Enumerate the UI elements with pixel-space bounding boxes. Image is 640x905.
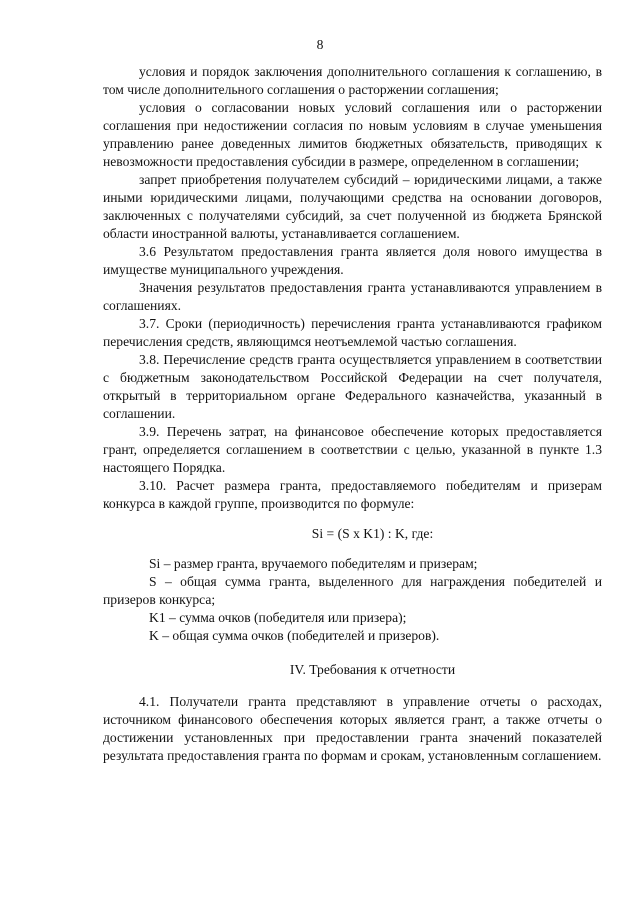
- formula-definition: K – общая сумма очков (победителей и призеров).: [149, 628, 440, 643]
- paragraph: 3.6 Результатом предоставления гранта является доля нового имущества в имуществе муниципального учреждения.: [103, 244, 602, 277]
- formula-definition: S – общая сумма гранта, выделенного для награждения победителей и призеров конкурса;: [103, 574, 602, 607]
- paragraph: запрет приобретения получателем субсидий – юридическими лицами, а также иными юридическими лицами, получающими средства на основании договоров, заключенных с получателями субсидий, за счет полученной из бюджета Брянской области иностранной валюты, устанавливается соглашением.: [103, 172, 602, 241]
- section-title: IV. Требования к отчетности: [289, 662, 456, 677]
- formula-definition: K1 – сумма очков (победителя или призера);: [149, 610, 407, 625]
- paragraph: 3.9. Перечень затрат, на финансовое обеспечение которых предоставляется грант, определяется соглашением в соответствии с целью, указанной в пункте 1.3 настоящего Порядка.: [103, 424, 602, 475]
- paragraph: Значения результатов предоставления гранта устанавливаются управлением в соглашениях.: [103, 280, 602, 313]
- paragraph: 3.10. Расчет размера гранта, предоставляемого победителям и призерам конкурса в каждой группе, производится по формуле:: [103, 478, 602, 511]
- paragraph: условия о согласовании новых условий соглашения или о расторжении соглашения при недостижении согласия по новым условиям в случае уменьшения управлению ранее доведенных лимитов бюджетных обязательств, приводящих к невозможности предоставления субсидии в размере, определенном в соглашении;: [103, 100, 602, 169]
- grant-formula: Si = (S x K1) : K, где:: [311, 526, 434, 541]
- paragraph: 3.8. Перечисление средств гранта осуществляется управлением в соответствии с бюджетным законодательством Российской Федерации на счет получателя, открытый в территориальном органе Федерального казначейства, указанный в соглашении.: [103, 352, 602, 421]
- page-number: 8: [316, 37, 324, 52]
- paragraph: условия и порядок заключения дополнительного соглашения к соглашению, в том числе дополнительного соглашения о расторжении соглашения;: [103, 64, 602, 97]
- document-body: [103, 63, 602, 765]
- paragraph: 4.1. Получатели гранта представляют в управление отчеты о расходах, источником финансового обеспечения которых является грант, а также отчеты о достижении установленных при предоставлении гранта значений показателей результата предоставления гранта по формам и срокам, установленным соглашением.: [103, 694, 602, 763]
- formula-definition: Si – размер гранта, вручаемого победителям и призерам;: [149, 556, 478, 571]
- paragraph: 3.7. Сроки (периодичность) перечисления гранта устанавливаются графиком перечисления средств, являющимся неотъемлемой частью соглашения.: [103, 316, 602, 349]
